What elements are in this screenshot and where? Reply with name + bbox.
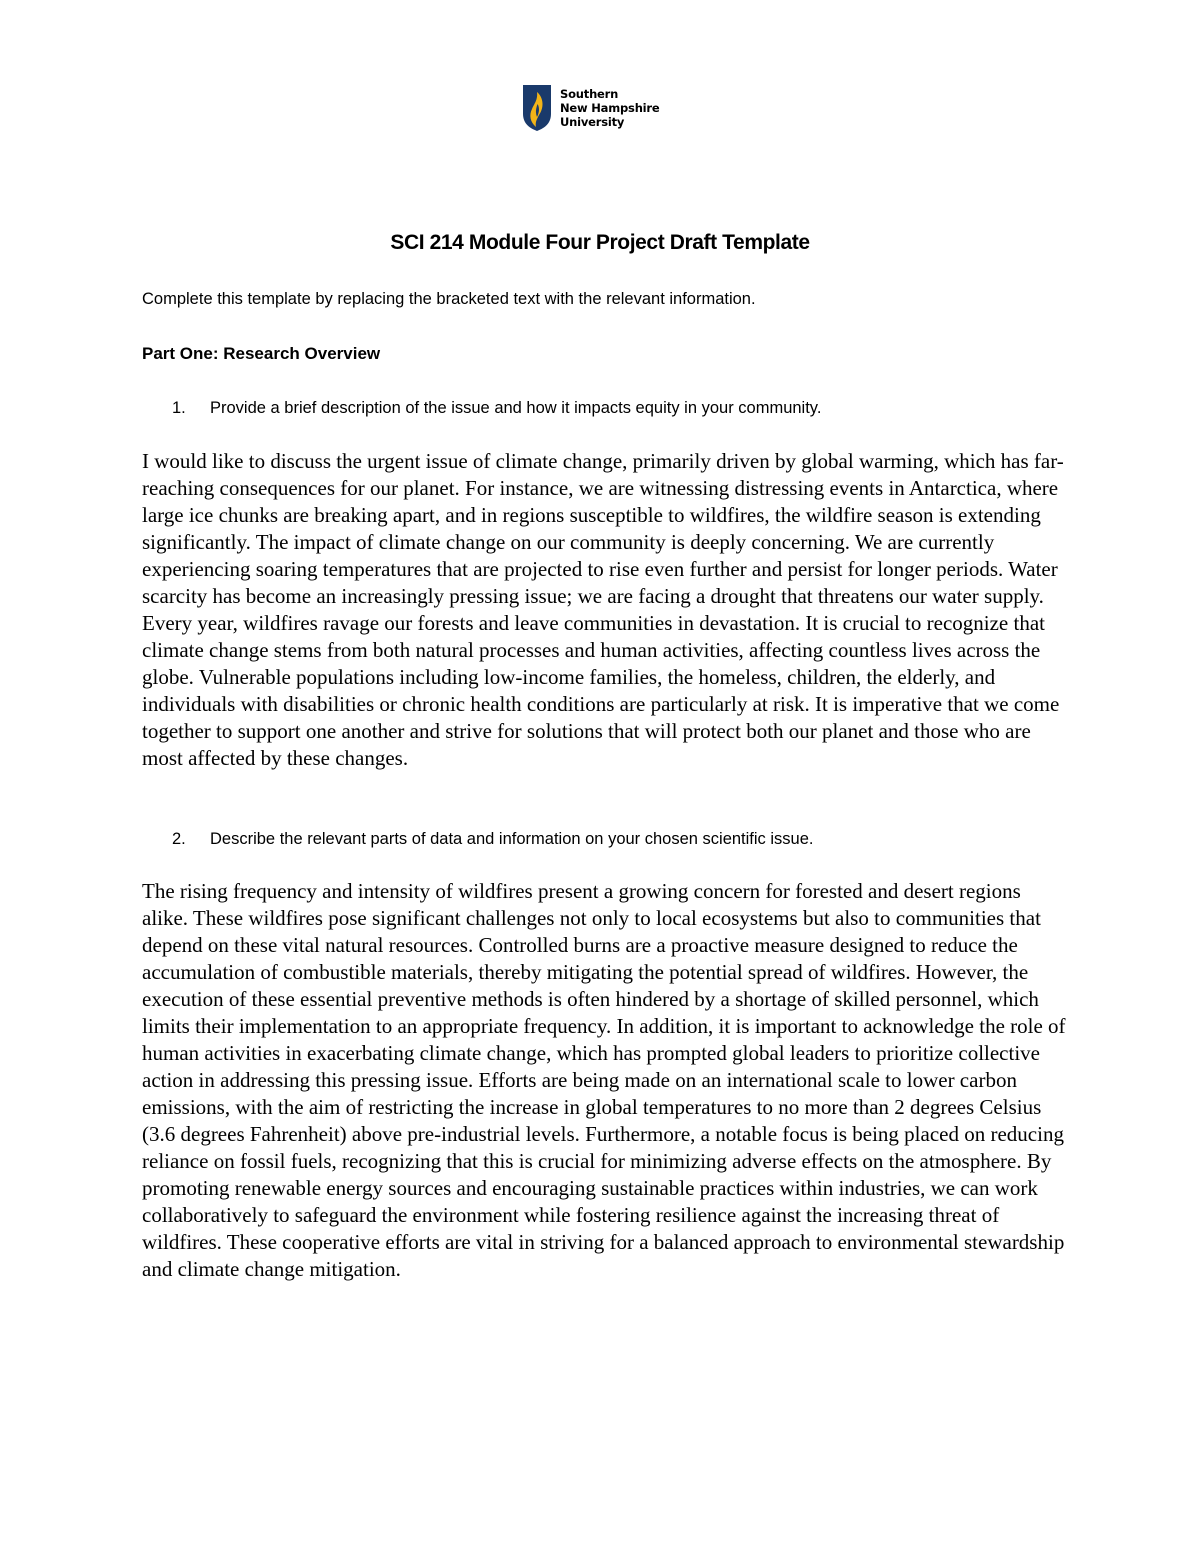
shield-flame-icon [522, 84, 552, 132]
part-one-heading: Part One: Research Overview [142, 344, 381, 363]
logo-line-2: New Hampshire [560, 101, 660, 115]
answer-1-paragraph: I would like to discuss the urgent issue of climate change, primarily driven by global warming, which has far-reaching consequences for our planet. For instance, we are witnessing distressing events in Antarctica, where large ice chunks are breaking apart, and in regions susceptible to wildfires, the wildfire season is extending significantly. The impact of climate change on our community is deeply concerning. We are currently experiencing soaring temperatures that are projected to rise even further and persist for longer periods. Water scarcity has become an increasingly pressing issue; we are facing a drought that threatens our water supply. Every year, wildfires ravage our forests and leave communities in devastation. It is crucial to recognize that climate change stems from both natural processes and human activities, affecting countless lives across the globe. Vulnerable populations including low-income families, the homeless, children, the elderly, and individuals with disabilities or chronic health conditions are particularly at risk. It is imperative that we come together to support one another and strive for solutions that will protect both our planet and those who are most affected by these changes. [142, 449, 1064, 770]
template-instructions: Complete this template by replacing the bracketed text with the relevant information. [142, 290, 756, 308]
question-2 [172, 828, 814, 850]
document-title: SCI 214 Module Four Project Draft Template [390, 231, 810, 254]
logo-line-3: University [560, 115, 625, 129]
answer-2-paragraph: The rising frequency and intensity of wildfires present a growing concern for forested and desert regions alike. These wildfires pose significant challenges not only to local ecosystems but also to communities that depend on these vital natural resources. Controlled burns are a proactive measure designed to reduce the accumulation of combustible materials, thereby mitigating the potential spread of wildfires. However, the execution of these essential preventive methods is often hindered by a shortage of skilled personnel, which limits their implementation to an appropriate frequency. In addition, it is important to acknowledge the role of human activities in exacerbating climate change, which has prompted global leaders to prioritize collective action in addressing this pressing issue. Efforts are being made on an international scale to lower carbon emissions, with the aim of restricting the increase in global temperatures to no more than 2 degrees Celsius (3.6 degrees Fahrenheit) above pre-industrial levels. Furthermore, a notable focus is being placed on reducing reliance on fossil fuels, recognizing that this is crucial for minimizing adverse effects on the atmosphere. By promoting renewable energy sources and encouraging sustainable practices within industries, we can work collaboratively to safeguard the environment while fostering resilience against the increasing threat of wildfires. These cooperative efforts are vital in striving for a balanced approach to environmental stewardship and climate change mitigation. [142, 879, 1066, 1281]
logo-wordmark [560, 87, 660, 129]
question-2-number: 2. [172, 830, 186, 848]
question-1 [172, 397, 821, 419]
question-2-text: Describe the relevant parts of data and information on your chosen scientific issue. [210, 830, 814, 848]
question-1-number: 1. [172, 399, 186, 417]
question-1-text: Provide a brief description of the issue and how it impacts equity in your community. [210, 399, 822, 417]
university-logo [522, 84, 660, 132]
logo-line-1: Southern [560, 87, 619, 101]
